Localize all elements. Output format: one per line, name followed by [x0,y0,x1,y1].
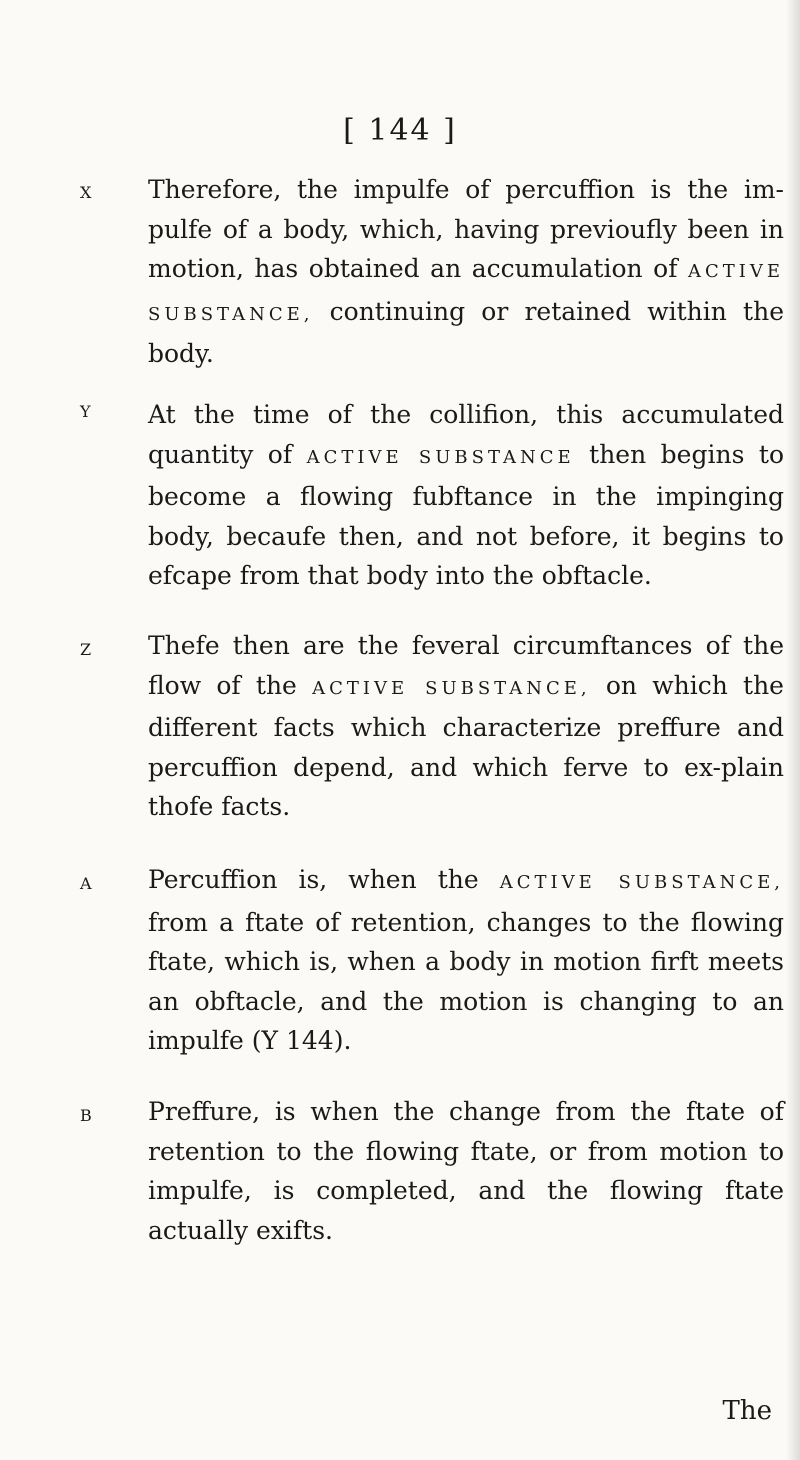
paragraph-z [148,626,784,827]
paragraph-z-text-before: Thefe then are the feveral circumftances of the flow of the [148,631,784,700]
paragraph-y-text-after: then begins to become a flowing fubftance in the impinging body, becaufe then, and not before, it begins to efcape from that body into the obftacle. [148,439,784,590]
paragraph-x [148,170,784,374]
paragraph-a-text-after: from a ftate of retention, changes to the flowing ftate, which is, when a body in motion firft meets an obftacle, and the motion is changing to an impulfe (Y 144). [148,907,784,1055]
paragraph-z-text-after: on which the different facts which characterize preffure and percuffion depend, and which ferve to ex-plain thofe facts. [148,670,784,821]
paragraph-y-text-before: At the time of the collifion, this accumulated quantity of [148,400,784,469]
paragraph-marker-a: A [80,874,93,893]
page-edge-shadow [786,0,800,1460]
paragraph-y [148,395,784,596]
paragraph-marker-y: Y [80,402,92,421]
paragraph-a-small-caps: ACTIVE SUBSTANCE, [499,872,784,893]
paragraph-marker-b: B [80,1106,93,1125]
page-number: [ 144 ] [343,113,457,148]
paragraph-y-small-caps: ACTIVE SUBSTANCE [306,446,575,468]
paragraph-b-text-before: Preffure, is when the change from the ftate of retention to the flowing ftate, or from motion to impulfe, is completed, and the flowing ftate actually exifts. [148,1097,784,1245]
paragraph-x-text-before: Therefore, the impulfe of percuffion is the im-pulfe of a body, which, having previoufly been in motion, has obtained an accumulation of [148,175,784,283]
paragraph-marker-x: X [80,183,93,202]
paragraph-marker-z: Z [80,640,93,659]
paragraph-x-small-caps: ACTIVE SUBSTANCE, [148,261,784,325]
paragraph-b [148,1092,784,1253]
paragraph-z-small-caps: ACTIVE SUBSTANCE, [312,677,591,699]
paragraph-a-text-before: Percuffion is, when the [148,865,500,894]
paragraph-a [148,860,784,1061]
catchword: The [722,1396,772,1426]
paragraph-x-text-after: continuing or retained within the body. [148,296,784,368]
